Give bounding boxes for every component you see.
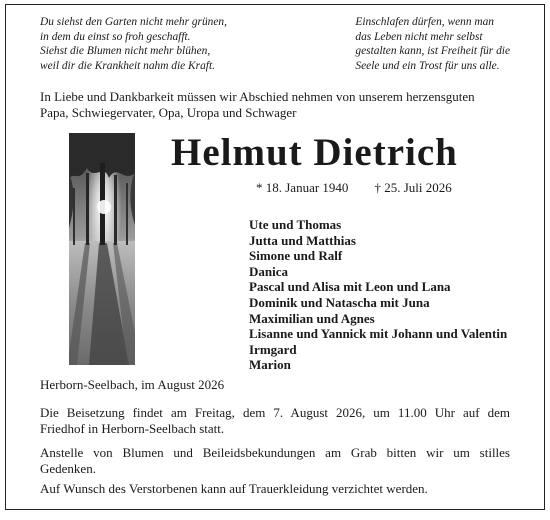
mourner-name: Marion [249,357,291,373]
mourner-name: Dominik und Natascha mit Juna [249,294,430,310]
birth-date: * 18. Januar 1940 [256,180,349,195]
flowers-notice-line: Anstelle von Blumen und Beileidsbekundungen am Grab bitten wir um stilles [40,445,510,460]
poem-line: in dem du einst so froh geschafft. [40,30,191,43]
death-date: † 25. Juli 2026 [374,180,452,195]
obituary-notice [5,4,545,510]
poem-line: weil dir die Krankheit nahm die Kraft. [40,59,215,72]
poem-left [40,15,227,73]
intro-line: Papa, Schwiegervater, Opa, Uropa und Schwager [40,105,297,120]
poem-line: Seele und ein Trost für uns alle. [355,59,500,72]
mourner-name: Danica [249,263,288,279]
poems [40,15,510,73]
intro-text [40,89,475,121]
poem-line: Einschlafen dürfen, wenn man [355,16,494,28]
mourner-name: Maximilian und Agnes [249,310,375,326]
intro-line: In Liebe und Dankbarkeit müssen wir Abschied nehmen von unserem herzensguten [40,89,475,104]
poem-line: Siehst die Blumen nicht mehr blühen, [40,45,211,57]
funeral-notice-line: Die Beisetzung findet am Freitag, dem 7. August 2026, um 11.00 Uhr auf dem [40,405,510,420]
flowers-notice-line: Gedenken. [40,461,96,476]
poem-line: das Leben nicht mehr selbst [355,30,483,43]
flowers-notice [40,445,510,477]
mourning-attire-notice: Auf Wunsch des Verstorbenen kann auf Trauerkleidung verzichtet werden. [40,481,428,496]
memorial-photo-trees [69,133,135,365]
mourners-list [249,217,507,373]
mourner-name: Irmgard [249,341,297,357]
mourner-name: Pascal und Alisa mit Leon und Lana [249,279,451,295]
deceased-name: Helmut Dietrich [171,131,458,174]
mourner-name: Jutta und Matthias [249,232,356,248]
mourner-name: Lisanne und Yannick mit Johann und Valentin [249,326,508,342]
life-dates [256,180,452,196]
poem-right [355,15,510,73]
poem-line: Du siehst den Garten nicht mehr grünen, [40,16,227,28]
place-and-date: Herborn-Seelbach, im August 2026 [40,377,225,392]
mourner-name: Simone und Ralf [249,248,343,264]
funeral-notice-line: Friedhof in Herborn-Seelbach statt. [40,421,225,436]
funeral-notice [40,405,510,437]
poem-line: gestalten kann, ist Freiheit für die [355,45,510,57]
mourner-name: Ute und Thomas [249,217,342,232]
